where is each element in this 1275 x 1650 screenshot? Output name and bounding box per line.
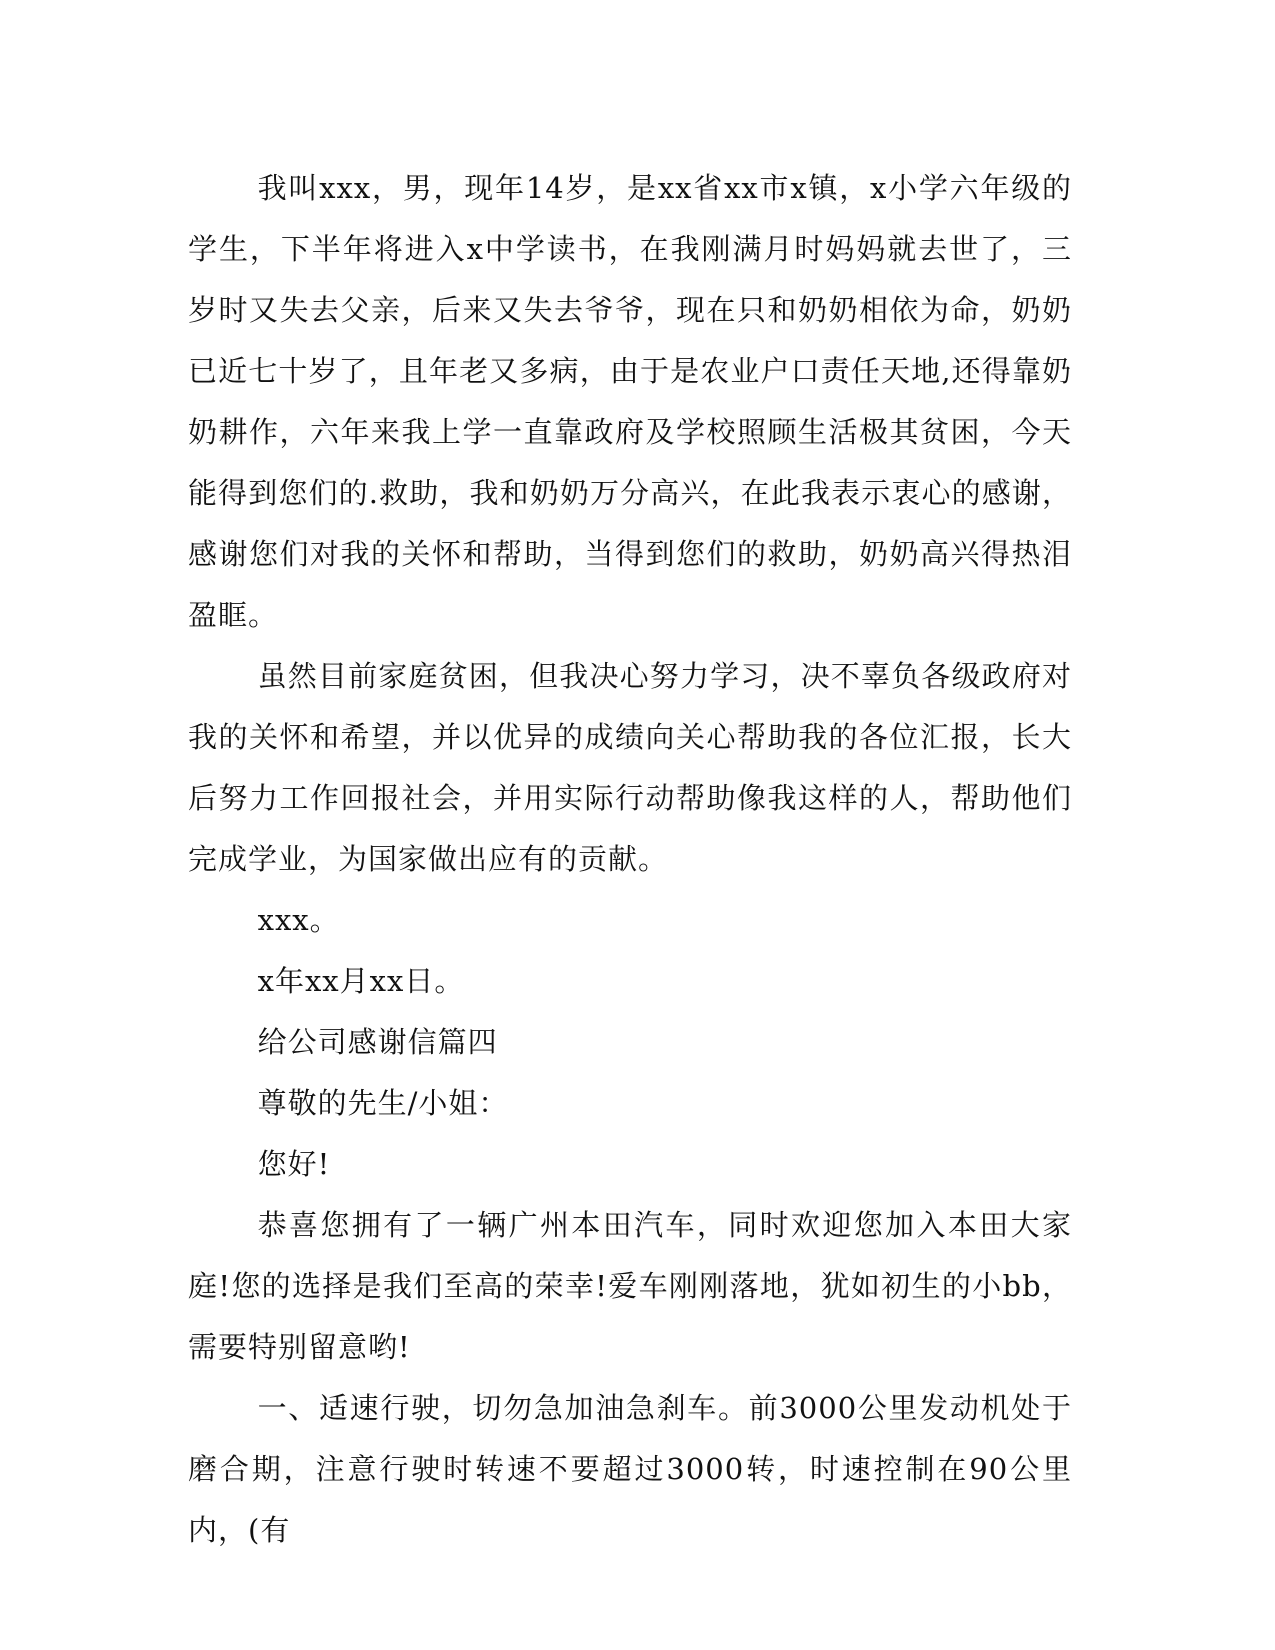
paragraph-driving-tip: 一、适速行驶，切勿急加油急刹车。前3000公里发动机处于磨合期，注意行驶时转速不要超过3000转，时速控制在90公里内，(有 (188, 1391, 1072, 1547)
salutation: 尊敬的先生/小姐： (257, 1086, 509, 1120)
letter-body (188, 158, 1072, 1561)
date-line: x年xx月xx日。 (257, 964, 465, 998)
section-title: 给公司感谢信篇四 (257, 1025, 498, 1059)
signature: xxx。 (257, 903, 340, 937)
paragraph-introduction: 我叫xxx，男，现年14岁，是xx省xx市x镇，x小学六年级的学生，下半年将进入x中学读书，在我刚满月时妈妈就去世了，三岁时又失去父亲，后来又失去爷爷，现在只和奶奶相依为命，奶奶已近七十岁了，且年老又多病，由于是农业户口责任天地,还得靠奶奶耕作，六年来我上学一直靠政府及学校照顾生活极其贫困，今天能得到您们的.救助，我和奶奶万分高兴，在此我表示衷心的感谢，感谢您们对我的关怀和帮助，当得到您们的救助，奶奶高兴得热泪盈眶。 (188, 171, 1072, 632)
paragraph-resolution: 虽然目前家庭贫困，但我决心努力学习，决不辜负各级政府对我的关怀和希望，并以优异的成绩向关心帮助我的各位汇报，长大后努力工作回报社会，并用实际行动帮助像我这样的人，帮助他们完成学业，为国家做出应有的贡献。 (188, 659, 1072, 876)
greeting: 您好! (257, 1147, 331, 1181)
paragraph-congratulations: 恭喜您拥有了一辆广州本田汽车，同时欢迎您加入本田大家庭!您的选择是我们至高的荣幸!爱车刚刚落地，犹如初生的小bb，需要特别留意哟! (188, 1208, 1072, 1364)
